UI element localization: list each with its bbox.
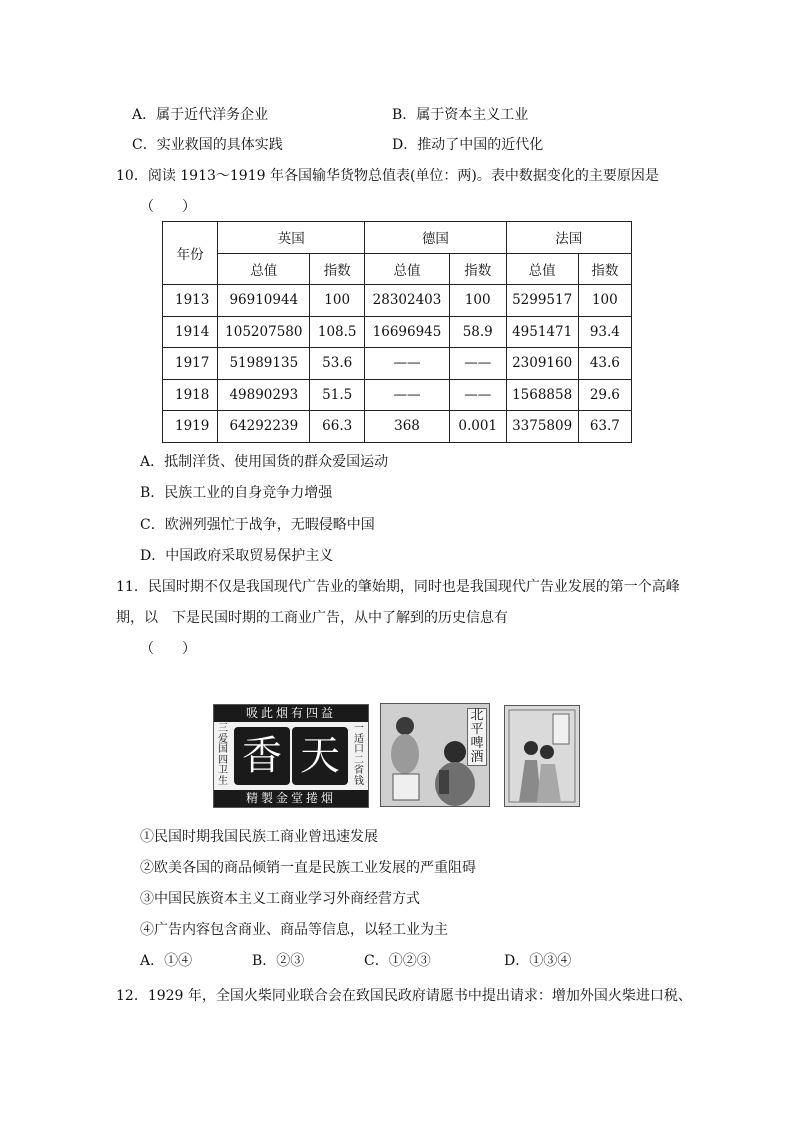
table-cell: 100	[449, 285, 506, 317]
sub-header-total: 总值	[365, 253, 450, 285]
ad-big-char-left: 香	[234, 727, 290, 785]
ad-big-char-right: 天	[292, 727, 348, 785]
table-row	[163, 316, 632, 348]
table-cell: 28302403	[365, 285, 450, 317]
q11-answer-paren: （ ）	[140, 641, 196, 657]
year-cell: 1917	[163, 348, 218, 380]
country-header-uk: 英国	[218, 222, 365, 254]
year-cell: 1913	[163, 285, 218, 317]
beer-ad-title: 北平啤酒	[467, 708, 487, 766]
sub-header-index: 指数	[449, 253, 506, 285]
q11-statement-4: ④广告内容包含商业、商品等信息，以轻工业为主	[140, 922, 448, 938]
table-cell: 0.001	[449, 411, 506, 443]
beer-ad-image	[380, 703, 490, 807]
table-cell: 64292239	[218, 411, 310, 443]
table-cell: 5299517	[506, 285, 578, 317]
table-cell: 93.4	[578, 316, 631, 348]
q9-option-d: D．推动了中国的近代化	[392, 137, 544, 153]
ad-left-column: 三爱国四卫生	[218, 723, 228, 787]
q10-option-b: B．民族工业的自身竞争力增强	[140, 485, 333, 501]
table-row	[163, 348, 632, 380]
trade-table	[162, 221, 632, 443]
q10-option-d: D．中国政府采取贸易保护主义	[140, 548, 334, 564]
table-cell: 100	[578, 285, 631, 317]
q9-option-c: C．实业救国的具体实践	[132, 137, 283, 153]
table-cell: 51989135	[218, 348, 310, 380]
table-cell: ——	[449, 348, 506, 380]
q9-option-b: B．属于资本主义工业	[392, 107, 529, 123]
table-cell: 51.5	[310, 379, 365, 411]
q10-stem: 10．阅读 1913～1919 年各国输华货物总值表(单位：两)。表中数据变化的主要原因是	[116, 168, 659, 184]
sub-header-index: 指数	[310, 253, 365, 285]
ad-right-column: 一适口二省钱	[354, 723, 364, 787]
q10-option-c: C．欧洲列强忙于战争，无暇侵略中国	[140, 517, 375, 533]
q11-statement-1: ①民国时期我国民族工商业曾迅速发展	[140, 829, 378, 845]
q11-statement-2: ②欧美各国的商品倾销一直是民族工业发展的严重阻碍	[140, 860, 476, 876]
country-header-france: 法国	[506, 222, 631, 254]
year-cell: 1919	[163, 411, 218, 443]
table-cell: 105207580	[218, 316, 310, 348]
table-cell: 96910944	[218, 285, 310, 317]
sub-header-total: 总值	[218, 253, 310, 285]
q12-stem: 12．1929 年，全国火柴同业联合会在致国民政府请愿书中提出请求：增加外国火柴进口税、	[116, 988, 692, 1004]
table-cell: 2309160	[506, 348, 578, 380]
table-cell: 43.6	[578, 348, 631, 380]
year-cell: 1918	[163, 379, 218, 411]
table-cell: 368	[365, 411, 450, 443]
q10-answer-paren: （ ）	[140, 199, 196, 215]
table-cell: 49890293	[218, 379, 310, 411]
q11-stem-line2: 期，以 下是民国时期的工商业广告，从中了解到的历史信息有	[116, 610, 508, 626]
women-ad-illustration	[505, 706, 579, 806]
q11-option-c: C．①②③	[364, 953, 431, 969]
country-header-germany: 德国	[365, 222, 506, 254]
q11-option-a: A．①④	[140, 953, 193, 969]
table-cell: 100	[310, 285, 365, 317]
women-ad-image	[504, 705, 580, 807]
year-header: 年份	[163, 222, 218, 285]
q11-option-d: D．①③④	[504, 953, 572, 969]
ad-top-banner: 吸此烟有四益	[214, 705, 368, 722]
q11-option-b: B．②③	[252, 953, 305, 969]
table-row	[163, 411, 632, 443]
q9-option-a: A．属于近代洋务企业	[132, 107, 269, 123]
table-cell: 108.5	[310, 316, 365, 348]
table-row	[163, 285, 632, 317]
table-cell: ——	[449, 379, 506, 411]
table-cell: 66.3	[310, 411, 365, 443]
table-cell: 4951471	[506, 316, 578, 348]
table-cell: 53.6	[310, 348, 365, 380]
table-cell: 29.6	[578, 379, 631, 411]
q10-option-a: A．抵制洋货、使用国货的群众爱国运动	[140, 454, 389, 470]
table-cell: 16696945	[365, 316, 450, 348]
sub-header-total: 总值	[506, 253, 578, 285]
table-row	[163, 379, 632, 411]
table-cell: ——	[365, 348, 450, 380]
table-cell: 63.7	[578, 411, 631, 443]
cigarette-ad-image	[213, 704, 369, 808]
q11-statement-3: ③中国民族资本主义工商业学习外商经营方式	[140, 891, 420, 907]
table-cell: ——	[365, 379, 450, 411]
ad-bottom-banner: 精製金堂捲烟	[214, 790, 368, 807]
sub-header-index: 指数	[578, 253, 631, 285]
table-cell: 3375809	[506, 411, 578, 443]
q11-stem-line1: 11．民国时期不仅是我国现代广告业的肇始期，同时也是我国现代广告业发展的第一个高峰	[116, 579, 680, 595]
table-cell: 58.9	[449, 316, 506, 348]
table-cell: 1568858	[506, 379, 578, 411]
year-cell: 1914	[163, 316, 218, 348]
